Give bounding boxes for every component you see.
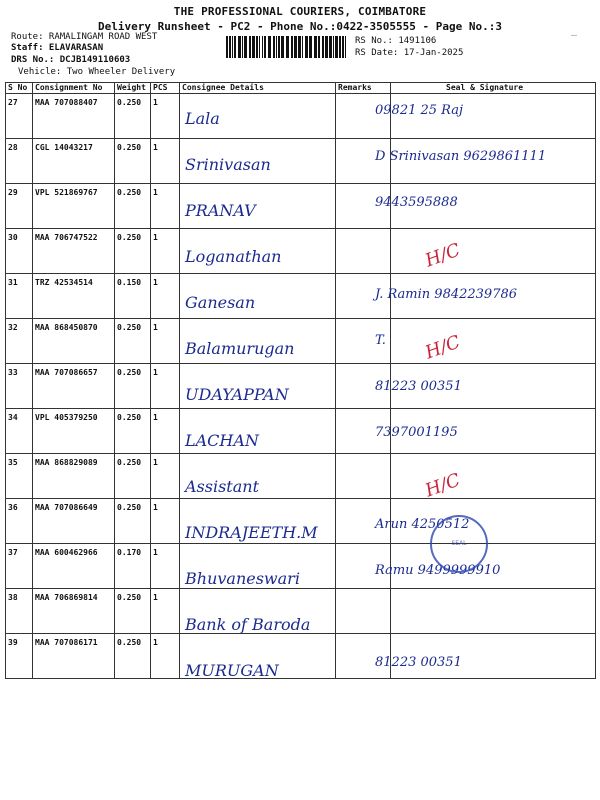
cell-weight: 0.250 xyxy=(115,589,151,634)
cell-sno: 31 xyxy=(6,274,33,319)
cell-signature xyxy=(391,454,596,499)
cell-signature xyxy=(391,94,596,139)
cell-weight: 0.250 xyxy=(115,229,151,274)
cell-consignee xyxy=(180,319,336,364)
drs-label: DRS No.: DCJB149110603 xyxy=(11,55,131,65)
cell-weight: 0.250 xyxy=(115,184,151,229)
cell-sno: 35 xyxy=(6,454,33,499)
cell-remarks xyxy=(336,229,391,274)
handwritten-consignee-name: Bhuvaneswari xyxy=(185,569,300,588)
cell-pcs: 1 xyxy=(151,229,180,274)
cell-sno: 28 xyxy=(6,139,33,184)
cell-consignment: MAA 707086171 xyxy=(33,634,115,679)
cell-remarks xyxy=(336,184,391,229)
cell-sno: 29 xyxy=(6,184,33,229)
handwritten-consignee-name: Srinivasan xyxy=(185,155,271,174)
table-row xyxy=(6,94,596,139)
red-remark-mark: H/C xyxy=(422,239,464,272)
cell-remarks xyxy=(336,274,391,319)
cell-pcs: 1 xyxy=(151,454,180,499)
handwritten-consignee-name: INDRAJEETH.M xyxy=(185,523,318,542)
cell-remarks xyxy=(336,499,391,544)
cell-remarks xyxy=(336,409,391,454)
cell-sno: 39 xyxy=(6,634,33,679)
handwritten-signature: D Srinivasan 9629861111 xyxy=(375,149,547,164)
cell-consignee xyxy=(180,589,336,634)
handwritten-signature: J. Ramin 9842239786 xyxy=(375,287,518,302)
handwritten-consignee-name: UDAYAPPAN xyxy=(185,385,289,404)
cell-sno: 34 xyxy=(6,409,33,454)
cell-weight: 0.250 xyxy=(115,634,151,679)
cell-signature xyxy=(391,409,596,454)
seal-stamp-icon: SEAL xyxy=(430,515,488,573)
cell-pcs: 1 xyxy=(151,634,180,679)
cell-pcs: 1 xyxy=(151,184,180,229)
col-consignee: Consignee Details xyxy=(180,83,336,94)
col-signature: Seal & Signature xyxy=(391,83,596,94)
cell-consignment: MAA 868450870 xyxy=(33,319,115,364)
cell-consignee xyxy=(180,544,336,589)
cell-sno: 37 xyxy=(6,544,33,589)
cell-consignee xyxy=(180,634,336,679)
cell-pcs: 1 xyxy=(151,499,180,544)
cell-pcs: 1 xyxy=(151,589,180,634)
cell-remarks xyxy=(336,364,391,409)
company-title: THE PROFESSIONAL COURIERS, COIMBATORE xyxy=(173,5,427,18)
cell-weight: 0.250 xyxy=(115,139,151,184)
cell-remarks xyxy=(336,634,391,679)
table-row xyxy=(6,634,596,679)
cell-pcs: 1 xyxy=(151,364,180,409)
cell-signature xyxy=(391,184,596,229)
cell-consignment: VPL 405379250 xyxy=(33,409,115,454)
table-row xyxy=(6,184,596,229)
rs-number: RS No.: 1491106 xyxy=(355,36,437,46)
cell-signature xyxy=(391,544,596,589)
cell-signature xyxy=(391,319,596,364)
cell-pcs: 1 xyxy=(151,274,180,319)
cell-remarks xyxy=(336,589,391,634)
table-row xyxy=(6,229,596,274)
handwritten-consignee-name: PRANAV xyxy=(185,201,256,220)
cell-pcs: 1 xyxy=(151,319,180,364)
corner-mark: — xyxy=(571,30,578,41)
cell-weight: 0.250 xyxy=(115,454,151,499)
cell-pcs: 1 xyxy=(151,409,180,454)
cell-weight: 0.170 xyxy=(115,544,151,589)
handwritten-consignee-name: Ganesan xyxy=(185,293,256,312)
handwritten-signature: 09821 25 Raj xyxy=(375,103,464,118)
handwritten-signature: Ramu 9499999910 xyxy=(375,563,501,578)
cell-sno: 33 xyxy=(6,364,33,409)
table-row xyxy=(6,454,596,499)
table-row xyxy=(6,274,596,319)
cell-sno: 38 xyxy=(6,589,33,634)
table-row xyxy=(6,319,596,364)
handwritten-consignee-name: Assistant xyxy=(185,477,260,496)
cell-consignee xyxy=(180,274,336,319)
cell-signature xyxy=(391,589,596,634)
cell-signature xyxy=(391,274,596,319)
cell-consignee xyxy=(180,94,336,139)
handwritten-consignee-name: Balamurugan xyxy=(185,339,295,358)
cell-pcs: 1 xyxy=(151,139,180,184)
handwritten-signature: 81223 00351 xyxy=(375,379,462,394)
cell-consignment: MAA 868829089 xyxy=(33,454,115,499)
cell-remarks xyxy=(336,544,391,589)
cell-consignment: MAA 707086657 xyxy=(33,364,115,409)
cell-remarks xyxy=(336,319,391,364)
handwritten-signature: Arun 4250512 xyxy=(375,517,470,532)
cell-weight: 0.250 xyxy=(115,499,151,544)
cell-sno: 27 xyxy=(6,94,33,139)
cell-consignment: MAA 707086649 xyxy=(33,499,115,544)
col-remarks: Remarks xyxy=(336,83,391,94)
cell-signature xyxy=(391,634,596,679)
handwritten-consignee-name: Bank of Baroda xyxy=(185,615,311,634)
cell-weight: 0.150 xyxy=(115,274,151,319)
cell-remarks xyxy=(336,454,391,499)
cell-consignment: MAA 707088407 xyxy=(33,94,115,139)
staff-label: Staff: ELAVARASAN xyxy=(11,43,104,53)
handwritten-consignee-name: Lala xyxy=(185,109,220,128)
handwritten-consignee-name: Loganathan xyxy=(185,247,282,266)
cell-pcs: 1 xyxy=(151,94,180,139)
cell-consignment: MAA 600462966 xyxy=(33,544,115,589)
cell-consignee xyxy=(180,409,336,454)
cell-weight: 0.250 xyxy=(115,94,151,139)
barcode-icon xyxy=(226,36,346,58)
handwritten-signature: 9443595888 xyxy=(375,195,458,210)
handwritten-signature: T. xyxy=(375,333,386,348)
cell-consignment: CGL 14043217 xyxy=(33,139,115,184)
table-row xyxy=(6,544,596,589)
red-remark-mark: H/C xyxy=(422,469,464,502)
cell-consignment: MAA 706869814 xyxy=(33,589,115,634)
cell-weight: 0.250 xyxy=(115,319,151,364)
col-weight: Weight xyxy=(115,83,151,94)
cell-consignment: VPL 521869767 xyxy=(33,184,115,229)
handwritten-signature: 7397001195 xyxy=(375,425,458,440)
cell-pcs: 1 xyxy=(151,544,180,589)
runsheet-table xyxy=(5,82,596,679)
cell-consignment: TRZ 42534514 xyxy=(33,274,115,319)
cell-consignment: MAA 706747522 xyxy=(33,229,115,274)
cell-remarks xyxy=(336,94,391,139)
handwritten-consignee-name: LACHAN xyxy=(185,431,259,450)
cell-sno: 36 xyxy=(6,499,33,544)
table-header-row xyxy=(6,83,596,94)
cell-signature xyxy=(391,364,596,409)
cell-consignee xyxy=(180,499,336,544)
route-label: Route: RAMALINGAM ROAD WEST xyxy=(11,32,158,42)
table-row xyxy=(6,409,596,454)
col-consignment: Consignment No xyxy=(33,83,115,94)
cell-signature xyxy=(391,499,596,544)
cell-consignee xyxy=(180,139,336,184)
cell-remarks xyxy=(336,139,391,184)
cell-consignee xyxy=(180,229,336,274)
cell-consignee xyxy=(180,364,336,409)
runsheet-subtitle: Delivery Runsheet - PC2 - Phone No.:0422-3505555 - Page No.:3 xyxy=(98,20,502,33)
col-sno: S No xyxy=(6,83,33,94)
cell-consignee xyxy=(180,454,336,499)
handwritten-consignee-name: MURUGAN xyxy=(185,661,279,680)
red-remark-mark: H/C xyxy=(422,331,464,364)
cell-sno: 30 xyxy=(6,229,33,274)
table-row xyxy=(6,364,596,409)
cell-signature xyxy=(391,139,596,184)
table-row xyxy=(6,499,596,544)
col-pcs: PCS xyxy=(151,83,180,94)
table-row xyxy=(6,139,596,184)
vehicle-label: Vehicle: Two Wheeler Delivery xyxy=(18,67,176,77)
handwritten-signature: 81223 00351 xyxy=(375,655,462,670)
cell-signature xyxy=(391,229,596,274)
rs-date: RS Date: 17-Jan-2025 xyxy=(355,48,464,58)
cell-sno: 32 xyxy=(6,319,33,364)
cell-weight: 0.250 xyxy=(115,364,151,409)
table-row xyxy=(6,589,596,634)
cell-weight: 0.250 xyxy=(115,409,151,454)
cell-consignee xyxy=(180,184,336,229)
